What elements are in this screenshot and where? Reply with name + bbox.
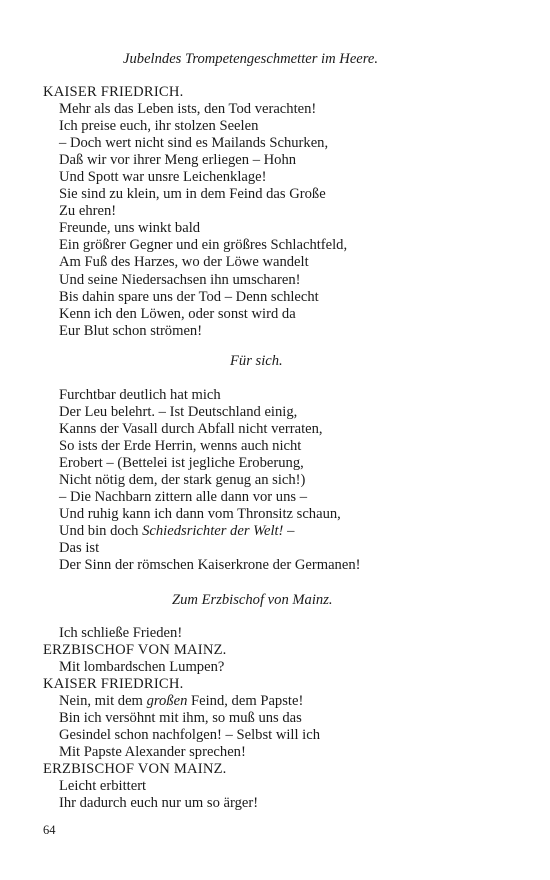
- verse-line: Der Sinn der römschen Kaiserkrone der Germanen!: [59, 557, 361, 574]
- verse-line: Freunde, uns winkt bald: [59, 220, 201, 237]
- page-number: 64: [43, 823, 56, 837]
- speaker-erzbischof-von-mainz: ERZBISCHOF VON MAINZ.: [43, 761, 227, 778]
- speech-block-kaiser-aside: [43, 387, 550, 575]
- verse-line: Mit Papste Alexander sprechen!: [59, 744, 246, 761]
- verse-text-italic: großen: [146, 693, 188, 710]
- verse-text: Und bin doch: [59, 523, 143, 540]
- verse-line: Erobert – (Bettelei ist jegliche Eroberung,: [59, 455, 304, 472]
- verse-line: – Die Nachbarn zittern alle dann vor uns –: [59, 489, 308, 506]
- verse-line: Ein größrer Gegner und ein größres Schlachtfeld,: [59, 237, 348, 254]
- verse-line: Ich preise euch, ihr stolzen Seelen: [59, 118, 259, 135]
- verse-line: Der Leu belehrt. – Ist Deutschland einig,: [59, 404, 298, 421]
- verse-line: Ihr dadurch euch nur um so ärger!: [59, 795, 259, 812]
- verse-line: Am Fuß des Harzes, wo der Löwe wandelt: [59, 254, 309, 271]
- verse-line: Furchtbar deutlich hat mich: [59, 387, 221, 403]
- verse-line: Ich schließe Frieden!: [59, 625, 183, 641]
- verse-line: Und ruhig kann ich dann vom Thronsitz schaun,: [59, 506, 341, 523]
- verse-line: Bis dahin spare uns der Tod – Denn schlecht: [59, 288, 319, 305]
- verse-line: – Doch wert nicht sind es Mailands Schurken,: [59, 135, 329, 152]
- stage-direction-aside: Für sich.: [230, 353, 283, 369]
- verse-line: Bin ich versöhnt mit ihm, so muß uns das: [59, 710, 302, 727]
- verse-text: Nein, mit dem: [59, 693, 147, 710]
- verse-line: Und Spott war unsre Leichenklage!: [59, 169, 267, 186]
- verse-line: Gesindel schon nachfolgen! – Selbst will ich: [59, 727, 321, 744]
- verse-line: Kenn ich den Löwen, oder sonst wird da: [59, 305, 296, 322]
- verse-line: Leicht erbittert: [59, 778, 147, 795]
- verse-line-nein: [43, 693, 550, 710]
- verse-text: –: [283, 523, 295, 540]
- verse-line-schiedsrichter: [43, 523, 550, 540]
- verse-line: Daß wir vor ihrer Meng erliegen – Hohn: [59, 152, 297, 169]
- stage-direction-trumpets: Jubelndes Trompetengeschmetter im Heere.: [123, 51, 379, 67]
- verse-line: Und seine Niedersachsen ihn umscharen!: [59, 271, 301, 288]
- verse-line: So ists der Erde Herrin, wenns auch nicht: [59, 438, 302, 455]
- verse-line: Das ist: [59, 540, 100, 557]
- speech-block-kaiser-1: [43, 84, 550, 340]
- verse-text-italic: Schiedsrichter der Welt!: [142, 523, 284, 540]
- verse-line: Sie sind zu klein, um in dem Feind das Große: [59, 186, 326, 203]
- dialogue-block-3: [43, 625, 550, 813]
- stage-direction-to-archbishop: Zum Erzbischof von Mainz.: [172, 592, 333, 608]
- speaker-kaiser-friedrich: KAISER FRIEDRICH.: [43, 84, 184, 100]
- verse-line: Nicht nötig dem, der stark genug an sich!): [59, 472, 306, 489]
- verse-line: Eur Blut schon strömen!: [59, 322, 203, 339]
- speaker-erzbischof-von-mainz: ERZBISCHOF VON MAINZ.: [43, 642, 227, 659]
- verse-line: Mit lombardschen Lumpen?: [59, 659, 225, 676]
- speaker-kaiser-friedrich: KAISER FRIEDRICH.: [43, 676, 184, 693]
- verse-text: Feind, dem Papste!: [187, 693, 304, 710]
- verse-line: Kanns der Vasall durch Abfall nicht verraten,: [59, 421, 323, 438]
- verse-line: Zu ehren!: [59, 203, 117, 220]
- verse-line: Mehr als das Leben ists, den Tod verachten!: [59, 101, 317, 118]
